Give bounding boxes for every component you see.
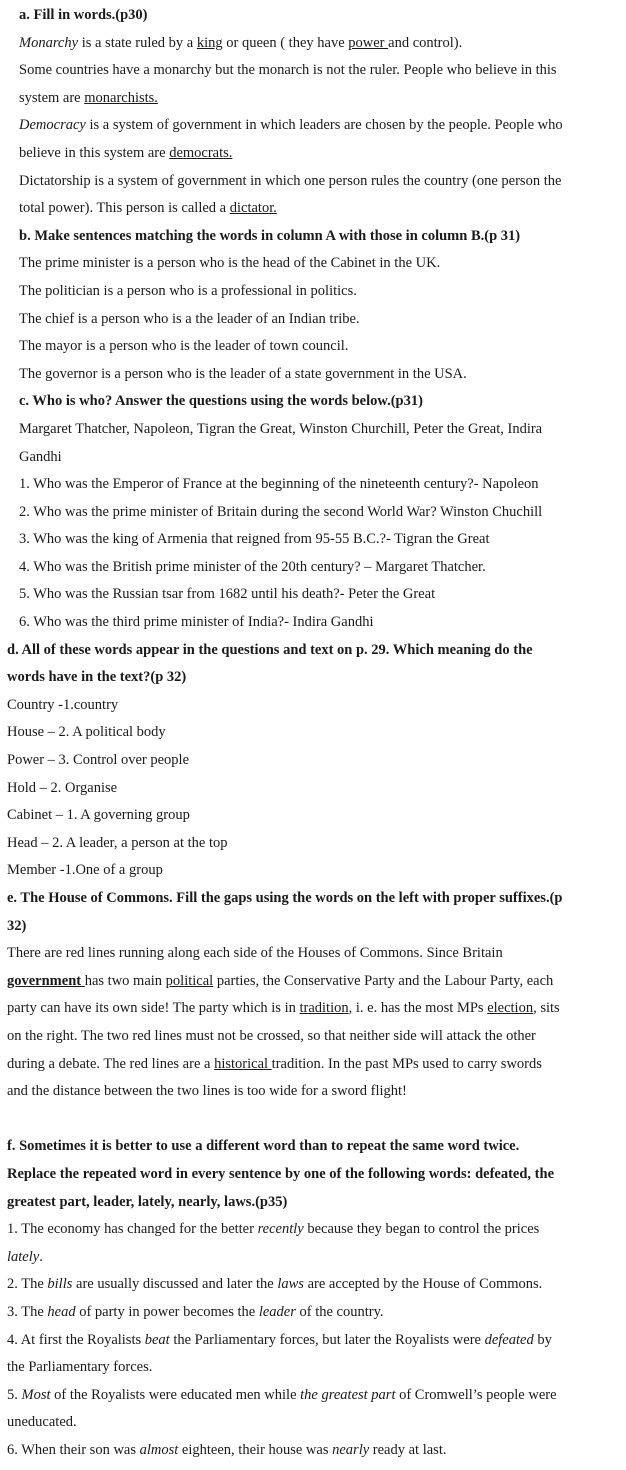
section-f-sentence-3 xyxy=(0,1299,626,1327)
section-d-item: Country -1.country xyxy=(7,696,119,713)
section-c-answer: 1. Who was the Emperor of France at the beginning of the nineteenth century?- Napoleon xyxy=(19,476,539,493)
answer-dictator: dictator. xyxy=(229,200,277,217)
section-d-item: Power – 3. Control over people xyxy=(7,752,190,769)
section-a-heading: a. Fill in words.(p30) xyxy=(19,7,148,23)
text: , i. e. has the most MPs xyxy=(348,1000,488,1017)
section-a-line-4 xyxy=(0,112,626,140)
word-most: Most xyxy=(21,1386,51,1403)
word-nearly: nearly xyxy=(332,1441,370,1458)
text: . xyxy=(39,1248,43,1265)
text: 4. At first the Royalists xyxy=(7,1331,145,1348)
word-beat: beat xyxy=(144,1331,170,1348)
text: 1. The economy has changed for the better xyxy=(7,1221,258,1238)
section-f-sentence-4 xyxy=(0,1327,626,1355)
section-f-sentence-6 xyxy=(0,1437,626,1465)
text: and control). xyxy=(388,34,463,51)
section-e-line-5 xyxy=(0,1051,626,1079)
document-page xyxy=(0,2,626,1464)
section-c-names-line-1: Margaret Thatcher, Napoleon, Tigran the Great, Winston Churchill, Peter the Great, Indira xyxy=(19,420,543,437)
section-e-line-2 xyxy=(0,968,626,996)
answer-historical: historical xyxy=(214,1055,272,1072)
section-b-line: The politician is a person who is a professional in politics. xyxy=(19,282,357,299)
section-d-heading-line-1: d. All of these words appear in the questions and text on p. 29. Which meaning do the xyxy=(7,641,533,658)
text: ready at last. xyxy=(369,1441,447,1458)
section-e-line-4: on the right. The two red lines must not be crossed, so that neither side will attack the other xyxy=(7,1027,536,1044)
section-c-answer: 3. Who was the king of Armenia that reigned from 95-55 B.C.?- Tigran the Great xyxy=(19,531,490,548)
word-head: head xyxy=(47,1303,76,1320)
section-d-item: Hold – 2. Organise xyxy=(7,779,118,796)
section-f-sentence-5-cont: uneducated. xyxy=(7,1414,77,1431)
section-f-sentence-1-cont xyxy=(0,1244,626,1272)
section-e-line-3 xyxy=(0,995,626,1023)
text: 6. When their son was xyxy=(7,1441,140,1458)
section-c-answer: 5. Who was the Russian tsar from 1682 until his death?- Peter the Great xyxy=(19,586,436,603)
answer-tradition: tradition xyxy=(299,1000,349,1017)
text: parties, the Conservative Party and the Labour Party, each xyxy=(213,972,554,989)
word-almost: almost xyxy=(139,1441,179,1458)
text: during a debate. The red lines are a xyxy=(7,1055,215,1072)
section-a-line-3 xyxy=(0,85,626,113)
section-f-sentence-2 xyxy=(0,1271,626,1299)
section-f-heading-line-3: greatest part, leader, lately, nearly, laws.(p35) xyxy=(7,1193,288,1210)
text: of Cromwell’s people were xyxy=(395,1386,557,1403)
text: of party in power becomes the xyxy=(75,1303,259,1320)
section-b-line: The prime minister is a person who is the head of the Cabinet in the UK. xyxy=(19,255,441,272)
text: of the country. xyxy=(295,1303,384,1320)
section-f-heading-line-1: f. Sometimes it is better to use a different word than to repeat the same word twice. xyxy=(7,1138,520,1155)
text: 2. The xyxy=(7,1276,48,1293)
text: of the Royalists were educated men while xyxy=(50,1386,301,1403)
word-greatest-part: the greatest part xyxy=(300,1386,396,1403)
section-c-heading: c. Who is who? Answer the questions using the words below.(p31) xyxy=(19,393,423,410)
word-lately: lately xyxy=(7,1248,40,1265)
answer-democrats: democrats. xyxy=(169,144,233,161)
section-e-line-6: and the distance between the two lines is too wide for a sword flight! xyxy=(7,1083,407,1100)
section-d-heading-line-2: words have in the text?(p 32) xyxy=(7,669,187,686)
answer-election: election xyxy=(487,1000,534,1017)
answer-monarchists: monarchists. xyxy=(84,89,158,106)
section-d-item: Head – 2. A leader, a person at the top xyxy=(7,834,228,851)
text: system are xyxy=(19,89,85,106)
spacer xyxy=(0,1106,626,1134)
text: are usually discussed and later the xyxy=(72,1276,278,1293)
section-a-line-2: Some countries have a monarchy but the monarch is not the ruler. People who believe in this xyxy=(19,62,557,79)
answer-power: power xyxy=(348,34,389,51)
text: is a state ruled by a xyxy=(78,34,197,51)
section-f-sentence-1 xyxy=(0,1216,626,1244)
section-d-item: Cabinet – 1. A governing group xyxy=(7,807,190,824)
word-leader: leader xyxy=(258,1303,296,1320)
text: because they began to control the prices xyxy=(303,1221,540,1238)
section-b-line: The chief is a person who is a the leader of an Indian tribe. xyxy=(19,310,360,327)
section-a-line-7 xyxy=(0,195,626,223)
text: believe in this system are xyxy=(19,144,170,161)
section-d-item: House – 2. A political body xyxy=(7,724,166,741)
section-a-line-1 xyxy=(0,30,626,58)
word-laws: laws xyxy=(277,1276,304,1293)
answer-political: political xyxy=(165,972,214,989)
term-monarchy: Monarchy xyxy=(19,34,79,51)
text: the Parliamentary forces, but later the Royalists were xyxy=(169,1331,485,1348)
word-recently: recently xyxy=(257,1221,304,1238)
word-bills: bills xyxy=(47,1276,73,1293)
section-c-answer: 6. Who was the third prime minister of India?- Indira Gandhi xyxy=(19,614,374,631)
term-democracy: Democracy xyxy=(19,117,86,134)
text: by xyxy=(533,1331,552,1348)
section-b-line: The mayor is a person who is the leader of town council. xyxy=(19,338,349,355)
text: are accepted by the House of Commons. xyxy=(303,1276,543,1293)
section-f-sentence-4-cont: the Parliamentary forces. xyxy=(7,1359,153,1376)
section-e-line-1: There are red lines running along each side of the Houses of Commons. Since Britain xyxy=(7,945,503,962)
section-a-line-6: Dictatorship is a system of government in which one person rules the country (one person the xyxy=(19,172,562,189)
text: tradition. In the past MPs used to carry swords xyxy=(271,1055,542,1072)
answer-government: government xyxy=(7,972,85,989)
text: 5. xyxy=(7,1386,22,1403)
text: 3. The xyxy=(7,1303,48,1320)
text: party can have its own side! The party which is in xyxy=(7,1000,300,1017)
section-e-heading-line-1: e. The House of Commons. Fill the gaps using the words on the left with proper suffixes.(p xyxy=(7,890,563,906)
section-a-line-5 xyxy=(0,140,626,168)
text: or queen ( they have xyxy=(222,34,349,51)
section-d-item: Member -1.One of a group xyxy=(7,862,163,879)
text: eighteen, their house was xyxy=(178,1441,333,1458)
section-b-line: The governor is a person who is the leader of a state government in the USA. xyxy=(19,365,467,382)
text: , sits xyxy=(533,1000,560,1017)
section-f-sentence-5 xyxy=(0,1382,626,1410)
word-defeated: defeated xyxy=(484,1331,534,1348)
section-c-answer: 4. Who was the British prime minister of the 20th century? – Margaret Thatcher. xyxy=(19,558,486,575)
text: has two main xyxy=(84,972,166,989)
section-f-heading-line-2: Replace the repeated word in every sentence by one of the following words: defeated, the xyxy=(7,1165,555,1182)
section-c-names-line-2: Gandhi xyxy=(19,448,62,465)
section-c-answer: 2. Who was the prime minister of Britain during the second World War? Winston Chuchill xyxy=(19,503,543,520)
text: is a system of government in which leaders are chosen by the people. People who xyxy=(85,117,563,134)
answer-king: king xyxy=(196,34,223,51)
text: total power). This person is called a xyxy=(19,200,230,217)
section-b-heading: b. Make sentences matching the words in column A with those in column B.(p 31) xyxy=(19,227,521,244)
section-e-heading-line-2: 32) xyxy=(7,917,27,934)
